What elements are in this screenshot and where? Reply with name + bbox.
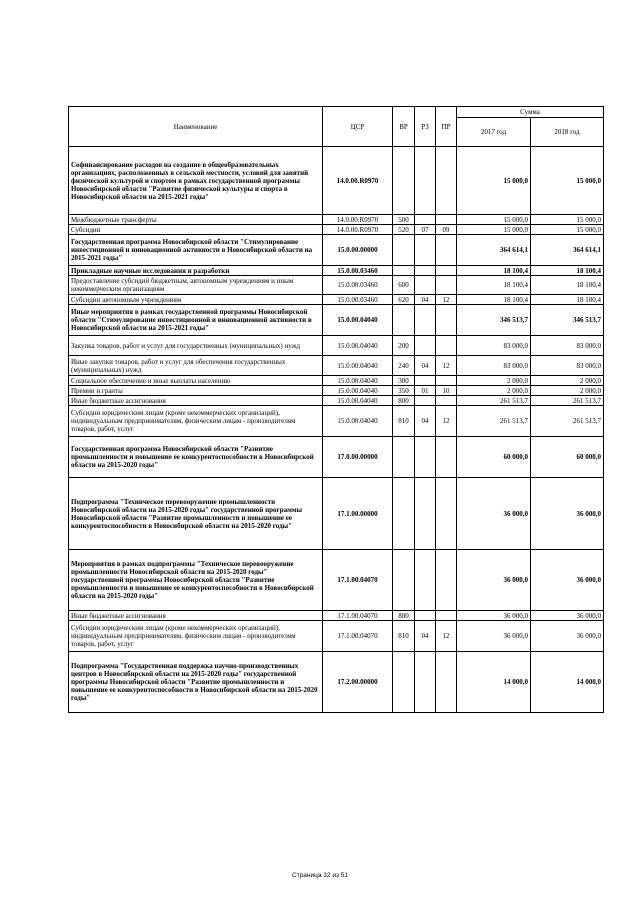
row-csr-cell: 15.0.00.04040 — [323, 336, 393, 356]
row-vr-cell: 300 — [393, 376, 415, 386]
table-row — [69, 386, 604, 396]
page-footer: Страница 32 из 51 — [292, 872, 348, 879]
row-sum-2018-cell: 60 000,0 — [531, 437, 604, 478]
row-rz-cell: 04 — [415, 621, 436, 652]
row-sum-2017-cell: 36 000,0 — [457, 621, 531, 652]
row-vr-cell: 350 — [393, 386, 415, 396]
table-row — [69, 406, 604, 437]
row-csr-cell: 17.2.00.00000 — [323, 652, 393, 713]
row-vr-cell: 800 — [393, 611, 415, 621]
table-row — [69, 266, 604, 276]
header-sum: Сумма — [457, 107, 604, 118]
row-pr-cell — [436, 235, 457, 266]
row-pr-cell — [436, 376, 457, 386]
row-sum-2018-cell: 18 100,4 — [531, 295, 604, 305]
row-sum-2018-cell: 14 000,0 — [531, 652, 604, 713]
row-sum-2017-cell: 83 000,0 — [457, 356, 531, 376]
row-name-cell: Социальное обеспечение и иные выплаты населению — [69, 376, 323, 386]
row-sum-2017-cell: 36 000,0 — [457, 611, 531, 621]
row-rz-cell — [415, 396, 436, 406]
row-sum-2018-cell: 36 000,0 — [531, 478, 604, 550]
row-csr-cell: 15.0.00.04040 — [323, 386, 393, 396]
row-sum-2017-cell: 346 513,7 — [457, 305, 531, 336]
row-vr-cell — [393, 235, 415, 266]
row-name-cell: Подпрограмма "Техническое перевооружение промышленности Новосибирской области на 2015-2020 годы" государственной программы Новосибирской области "Развитие промышленности и повышение ее конкурентоспособности в Новосибирской области на 2015-2020 годы" — [69, 478, 323, 550]
row-pr-cell — [436, 266, 457, 276]
row-sum-2018-cell: 346 513,7 — [531, 305, 604, 336]
row-name-cell: Межбюджетные трансферты — [69, 215, 323, 225]
row-csr-cell: 15.0.00.04040 — [323, 305, 393, 336]
row-vr-cell: 200 — [393, 336, 415, 356]
row-sum-2017-cell: 18 100,4 — [457, 295, 531, 305]
row-sum-2018-cell: 36 000,0 — [531, 611, 604, 621]
table-row — [69, 396, 604, 406]
row-sum-2017-cell: 2 000,0 — [457, 376, 531, 386]
row-rz-cell — [415, 478, 436, 550]
row-rz-cell — [415, 376, 436, 386]
row-sum-2017-cell: 15 000,0 — [457, 215, 531, 225]
table-row — [69, 225, 604, 235]
row-pr-cell: 12 — [436, 406, 457, 437]
row-name-cell: Государственная программа Новосибирской области "Стимулирование инвестиционной и инновационной активности в Новосибирской области на 2015-2021 годы" — [69, 235, 323, 266]
row-sum-2018-cell: 36 000,0 — [531, 621, 604, 652]
row-vr-cell: 810 — [393, 621, 415, 652]
table-row — [69, 336, 604, 356]
row-name-cell: Иные бюджетные ассигнования — [69, 611, 323, 621]
row-name-cell: Софинансирование расходов на создание в общеобразовательных организациях, расположенных в сельской местности, условий для занятий физической культурой и спортом в рамках государственной программы Новосибирской области "Развитие физической культуры и спорта в Новосибирской области на 2015-2021 годы" — [69, 147, 323, 215]
row-name-cell: Подпрограмма "Государственная поддержка научно-производственных центров в Новосибирской области на 2015-2020 годы" государственной программы Новосибирской области "Развитие промышленности и повышение ее конкурентоспособности в Новосибирской области на 2015-2020 годы" — [69, 652, 323, 713]
row-csr-cell: 14.0.00.R0970 — [323, 225, 393, 235]
table-row — [69, 276, 604, 295]
row-sum-2017-cell: 36 000,0 — [457, 478, 531, 550]
row-csr-cell: 15.0.00.03460 — [323, 266, 393, 276]
table-row — [69, 478, 604, 550]
table-row — [69, 147, 604, 215]
row-vr-cell: 810 — [393, 406, 415, 437]
row-vr-cell: 620 — [393, 295, 415, 305]
row-sum-2018-cell: 261 513,7 — [531, 406, 604, 437]
row-sum-2018-cell: 18 100,4 — [531, 276, 604, 295]
row-sum-2018-cell: 18 100,4 — [531, 266, 604, 276]
row-csr-cell: 15.0.00.03460 — [323, 276, 393, 295]
row-name-cell: Мероприятия в рамках подпрограммы "Техническое перевооружение промышленности Новосибирской области на 2015-2020 годы" государственной программы Новосибирской области "Развитие промышленности и повышение ее конкурентоспособности в Новосибирской области на 2015-2020 годы" — [69, 550, 323, 611]
row-name-cell: Иные бюджетные ассигнования — [69, 396, 323, 406]
row-pr-cell: 12 — [436, 295, 457, 305]
row-name-cell: Иные мероприятия в рамках государственной программы Новосибирской области "Стимулирование инвестиционной и инновационной активности в Новосибирской области на 2015-2021 годы" — [69, 305, 323, 336]
row-vr-cell — [393, 147, 415, 215]
row-rz-cell — [415, 276, 436, 295]
row-rz-cell — [415, 336, 436, 356]
row-name-cell: Предоставление субсидий бюджетным, автономным учреждениям и иным некоммерческим организациям — [69, 276, 323, 295]
row-csr-cell: 15.0.00.03460 — [323, 295, 393, 305]
row-pr-cell: 12 — [436, 356, 457, 376]
row-sum-2017-cell: 60 000,0 — [457, 437, 531, 478]
row-csr-cell: 15.0.00.04040 — [323, 396, 393, 406]
row-sum-2017-cell: 261 513,7 — [457, 406, 531, 437]
table-body — [69, 147, 604, 713]
row-vr-cell — [393, 266, 415, 276]
row-name-cell: Субсидии — [69, 225, 323, 235]
row-rz-cell — [415, 437, 436, 478]
row-pr-cell — [436, 147, 457, 215]
row-name-cell: Субсидии автономным учреждениям — [69, 295, 323, 305]
row-csr-cell: 17.1.00.04070 — [323, 550, 393, 611]
row-pr-cell — [436, 652, 457, 713]
row-sum-2017-cell: 364 614,1 — [457, 235, 531, 266]
row-sum-2018-cell: 261 513,7 — [531, 396, 604, 406]
row-pr-cell — [436, 611, 457, 621]
table-row — [69, 376, 604, 386]
table-row — [69, 550, 604, 611]
row-sum-2018-cell: 36 000,0 — [531, 550, 604, 611]
row-sum-2017-cell: 83 000,0 — [457, 336, 531, 356]
row-csr-cell: 15.0.00.04040 — [323, 356, 393, 376]
row-vr-cell — [393, 652, 415, 713]
row-sum-2017-cell: 18 100,4 — [457, 276, 531, 295]
header-pr: ПР — [436, 107, 457, 147]
row-vr-cell: 600 — [393, 276, 415, 295]
row-sum-2017-cell: 15 000,0 — [457, 225, 531, 235]
row-sum-2017-cell: 14 000,0 — [457, 652, 531, 713]
row-pr-cell: 12 — [436, 621, 457, 652]
row-pr-cell — [436, 336, 457, 356]
row-csr-cell: 14.0.00.R0970 — [323, 215, 393, 225]
row-vr-cell — [393, 437, 415, 478]
table-row — [69, 652, 604, 713]
header-2018: 2018 год — [531, 118, 604, 147]
row-sum-2018-cell: 83 000,0 — [531, 336, 604, 356]
row-vr-cell — [393, 550, 415, 611]
row-sum-2018-cell: 2 000,0 — [531, 376, 604, 386]
row-rz-cell — [415, 215, 436, 225]
table-row — [69, 295, 604, 305]
row-name-cell: Премии и гранты — [69, 386, 323, 396]
header-csr: ЦСР — [323, 107, 393, 147]
row-vr-cell: 500 — [393, 215, 415, 225]
row-name-cell: Прикладные научные исследования и разработки — [69, 266, 323, 276]
row-rz-cell — [415, 235, 436, 266]
row-pr-cell: 10 — [436, 386, 457, 396]
row-pr-cell — [436, 550, 457, 611]
row-pr-cell — [436, 215, 457, 225]
table-row — [69, 356, 604, 376]
row-name-cell: Субсидии юридическим лицам (кроме некоммерческих организаций), индивидуальным предпринимателям, физическим лицам - производителям товаров, работ, услуг — [69, 406, 323, 437]
row-vr-cell: 240 — [393, 356, 415, 376]
table-row — [69, 437, 604, 478]
row-csr-cell: 17.1.00.04070 — [323, 611, 393, 621]
row-name-cell: Закупка товаров, работ и услуг для государственных (муниципальных) нужд — [69, 336, 323, 356]
row-sum-2017-cell: 261 513,7 — [457, 396, 531, 406]
row-csr-cell: 15.0.00.00000 — [323, 235, 393, 266]
header-2017: 2017 год — [457, 118, 531, 147]
row-csr-cell: 14.0.00.R0970 — [323, 147, 393, 215]
row-sum-2018-cell: 83 000,0 — [531, 356, 604, 376]
row-name-cell: Иные закупки товаров, работ и услуг для обеспечения государственных (муниципальных) нужд — [69, 356, 323, 376]
row-pr-cell — [436, 305, 457, 336]
table-row — [69, 621, 604, 652]
row-sum-2018-cell: 2 000,0 — [531, 386, 604, 396]
row-pr-cell — [436, 478, 457, 550]
table-row — [69, 235, 604, 266]
row-csr-cell: 15.0.00.04040 — [323, 406, 393, 437]
row-rz-cell: 01 — [415, 386, 436, 396]
row-csr-cell: 17.0.00.00000 — [323, 437, 393, 478]
table-row — [69, 611, 604, 621]
row-rz-cell: 07 — [415, 225, 436, 235]
row-rz-cell — [415, 305, 436, 336]
row-pr-cell — [436, 396, 457, 406]
row-rz-cell: 04 — [415, 356, 436, 376]
row-sum-2017-cell: 2 000,0 — [457, 386, 531, 396]
row-csr-cell: 15.0.00.04040 — [323, 376, 393, 386]
header-name: Наименование — [69, 107, 323, 147]
row-rz-cell — [415, 266, 436, 276]
row-rz-cell — [415, 652, 436, 713]
row-vr-cell: 520 — [393, 225, 415, 235]
row-pr-cell: 09 — [436, 225, 457, 235]
row-rz-cell — [415, 550, 436, 611]
row-sum-2018-cell: 15 000,0 — [531, 225, 604, 235]
row-rz-cell: 04 — [415, 406, 436, 437]
table-row — [69, 215, 604, 225]
row-csr-cell: 17.1.00.00000 — [323, 478, 393, 550]
row-sum-2017-cell: 15 000,0 — [457, 147, 531, 215]
row-pr-cell — [436, 276, 457, 295]
row-rz-cell — [415, 611, 436, 621]
row-rz-cell — [415, 147, 436, 215]
row-sum-2017-cell: 18 100,4 — [457, 266, 531, 276]
row-sum-2018-cell: 15 000,0 — [531, 147, 604, 215]
row-sum-2018-cell: 364 614,1 — [531, 235, 604, 266]
row-sum-2017-cell: 36 000,0 — [457, 550, 531, 611]
table-row — [69, 305, 604, 336]
row-pr-cell — [436, 437, 457, 478]
row-vr-cell — [393, 305, 415, 336]
row-vr-cell — [393, 478, 415, 550]
row-sum-2018-cell: 15 000,0 — [531, 215, 604, 225]
budget-table — [68, 106, 604, 713]
header-rz: РЗ — [415, 107, 436, 147]
row-vr-cell: 800 — [393, 396, 415, 406]
row-rz-cell: 04 — [415, 295, 436, 305]
row-name-cell: Субсидии юридическим лицам (кроме некоммерческих организаций), индивидуальным предпринимателям, физическим лицам - производителям товаров, работ, услуг — [69, 621, 323, 652]
row-csr-cell: 17.1.00.04070 — [323, 621, 393, 652]
header-vr: ВР — [393, 107, 415, 147]
row-name-cell: Государственная программа Новосибирской области "Развитие промышленности и повышение ее конкурентоспособности в Новосибирской области на 2015-2020 годы" — [69, 437, 323, 478]
